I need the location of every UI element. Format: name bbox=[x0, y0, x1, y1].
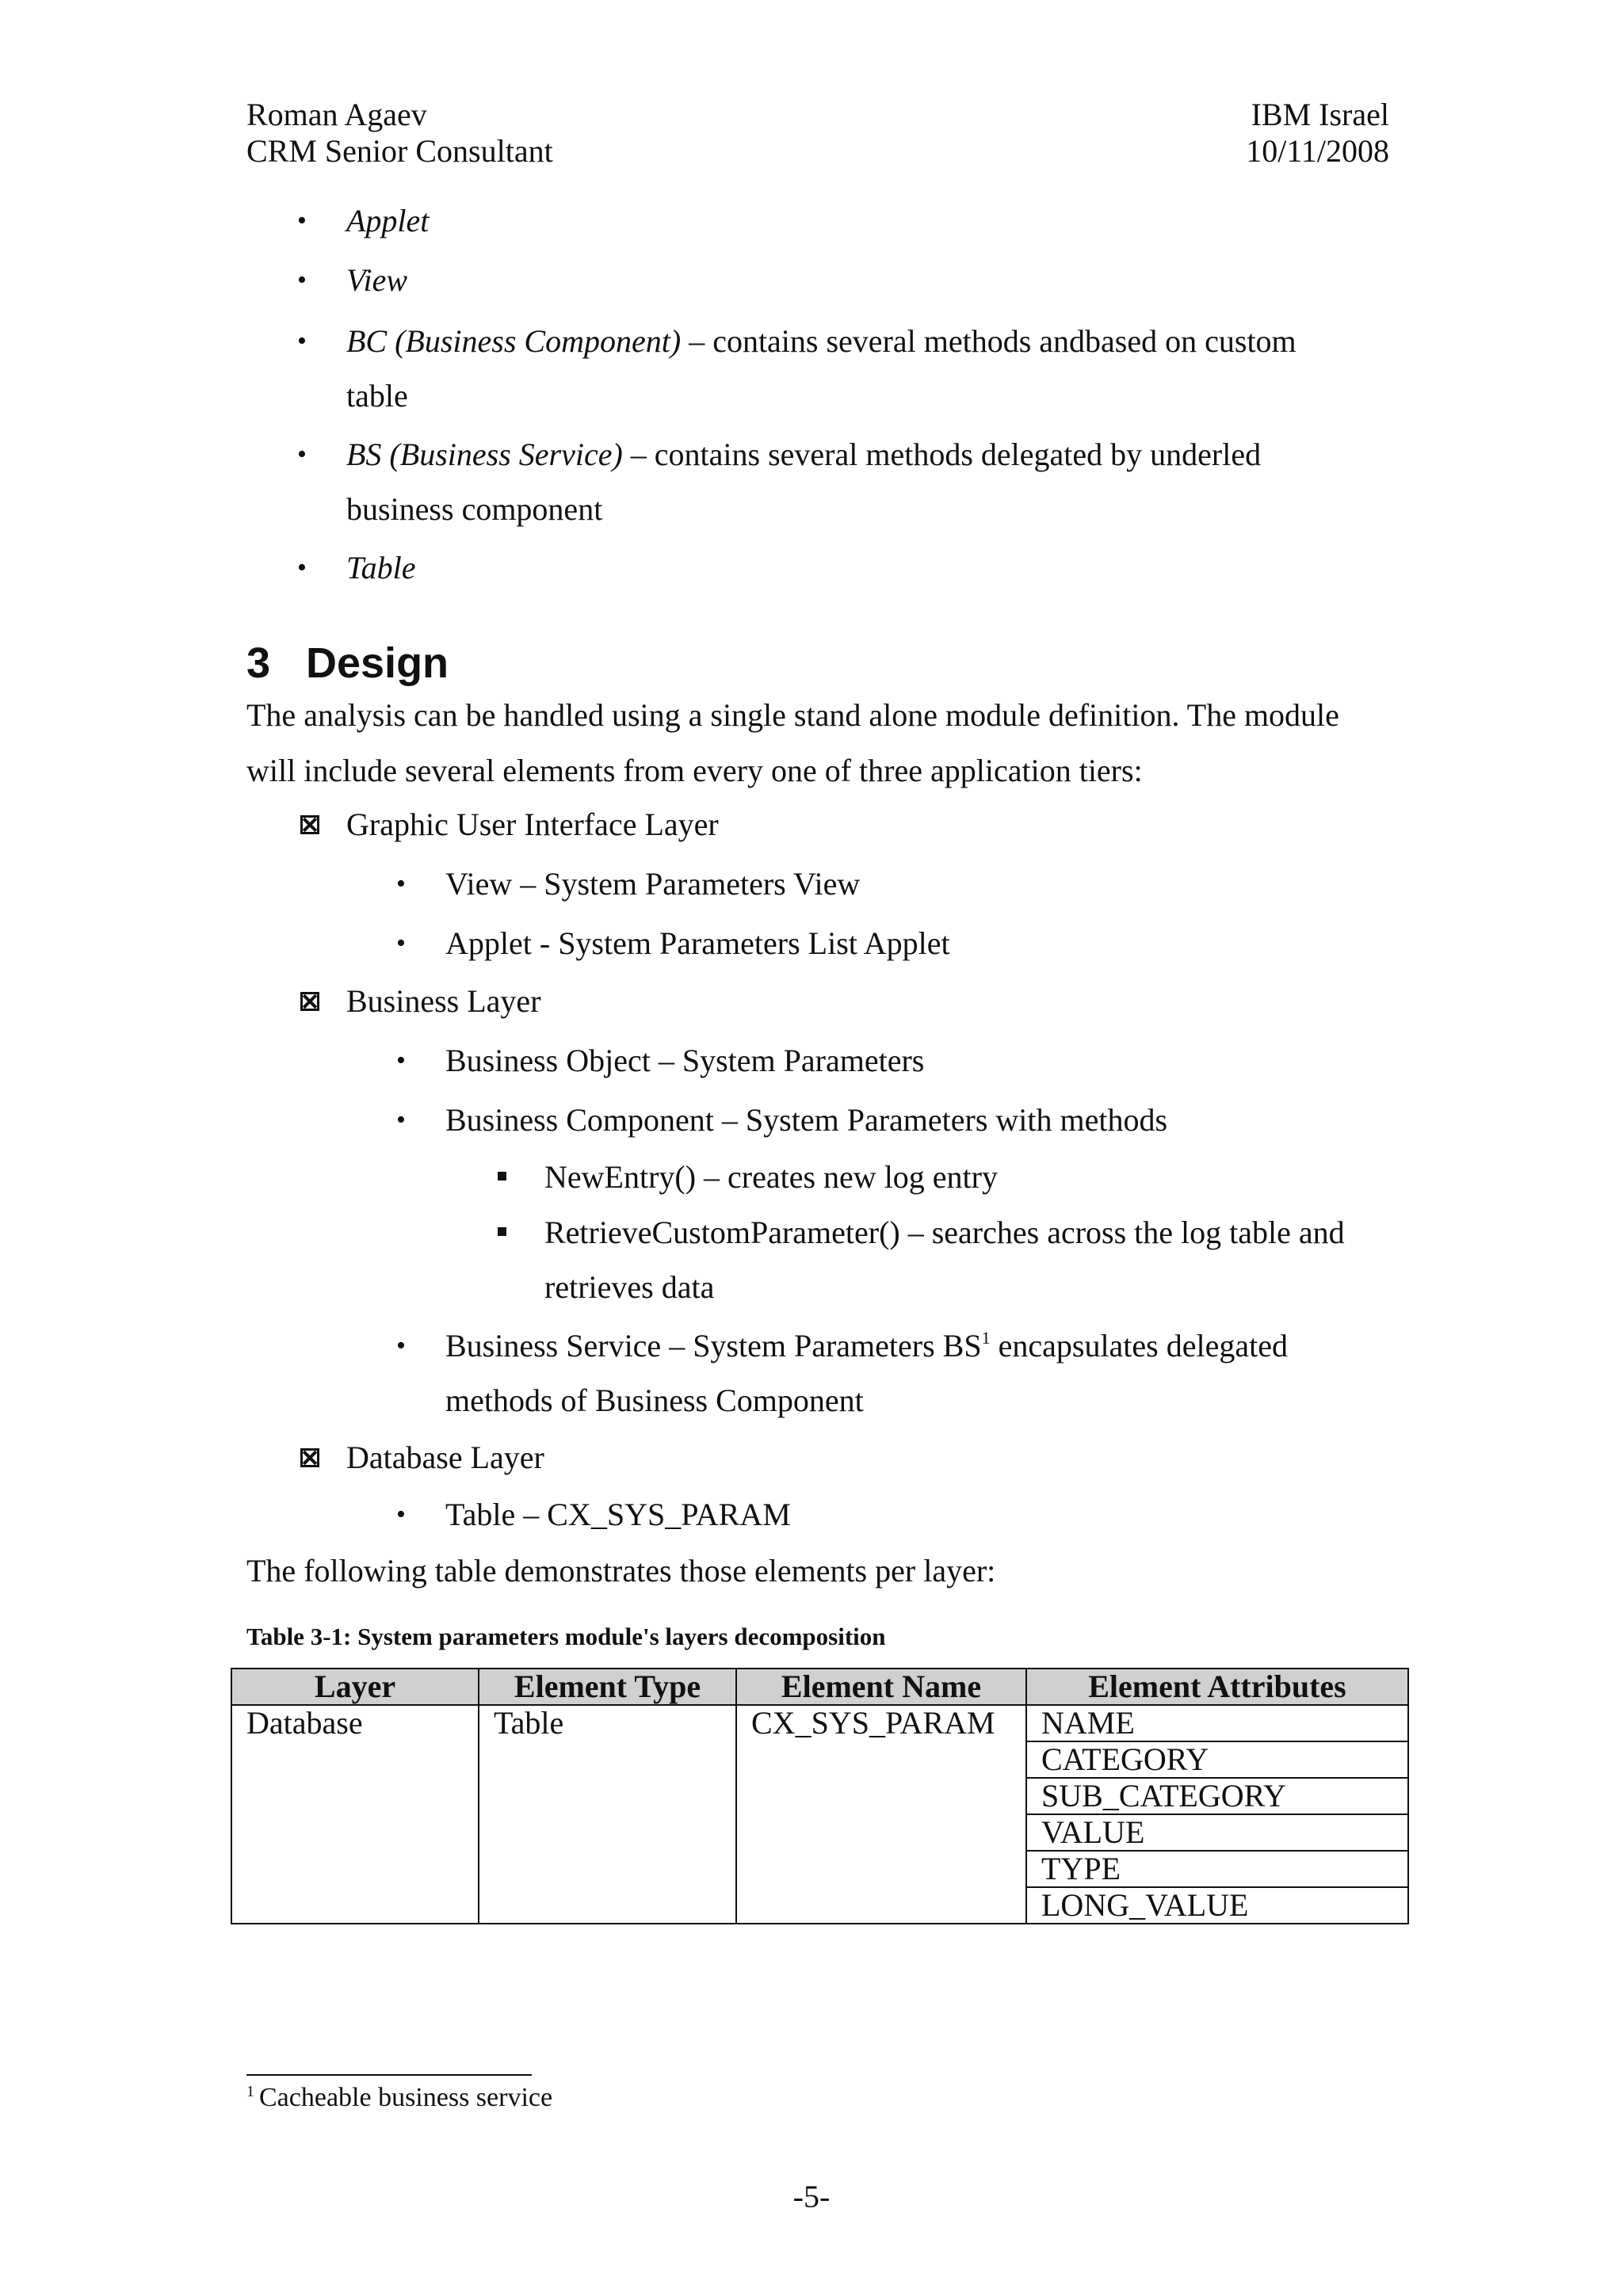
author-role: CRM Senior Consultant bbox=[246, 133, 553, 169]
footnote-text: Cacheable business service bbox=[259, 2083, 553, 2112]
bullet-icon: • bbox=[396, 869, 406, 898]
paragraph-line: will include several elements from every one of three application tiers: bbox=[246, 753, 1143, 788]
footnote-reference[interactable]: 1 bbox=[981, 1328, 991, 1348]
column-header-element-attributes: Element Attributes bbox=[1026, 1669, 1408, 1705]
bullet-icon: • bbox=[297, 206, 307, 235]
footnote-separator bbox=[246, 2074, 532, 2076]
list-item-applet: Applet bbox=[346, 203, 430, 238]
paragraph-line: The analysis can be handled using a single stand alone module definition. The module bbox=[246, 697, 1339, 733]
column-header-layer: Layer bbox=[231, 1669, 479, 1705]
list-item-view: View bbox=[346, 262, 408, 298]
checked-box-icon bbox=[300, 1448, 319, 1467]
bs-text-b: encapsulates delegated bbox=[990, 1328, 1288, 1363]
bs-description: – contains several methods delegated by underled bbox=[622, 437, 1262, 472]
cell-attribute: NAME bbox=[1026, 1705, 1408, 1741]
gui-applet-item: Applet - System Parameters List Applet bbox=[445, 925, 950, 961]
bc-description: – contains several methods andbased on custom bbox=[681, 323, 1296, 359]
business-service-continued: methods of Business Component bbox=[445, 1383, 864, 1418]
business-service-item bbox=[445, 1328, 1288, 1369]
layer-business: Business Layer bbox=[346, 983, 541, 1019]
footnote-mark: 1 bbox=[246, 2083, 254, 2100]
layer-gui: Graphic User Interface Layer bbox=[346, 807, 719, 842]
cell-layer: Database bbox=[231, 1705, 479, 1924]
method-new-entry: NewEntry() – creates new log entry bbox=[544, 1159, 998, 1195]
column-header-element-type: Element Type bbox=[479, 1669, 736, 1705]
list-item-bs bbox=[346, 437, 1261, 473]
bullet-icon: • bbox=[396, 1500, 406, 1529]
cell-element-name: CX_SYS_PARAM bbox=[736, 1705, 1026, 1924]
bullet-icon: • bbox=[297, 440, 307, 469]
table-intro-text: The following table demonstrates those elements per layer: bbox=[246, 1553, 996, 1589]
table-caption: Table 3-1: System parameters module's layers decomposition bbox=[246, 1623, 886, 1650]
section-heading bbox=[246, 639, 449, 688]
bullet-icon: • bbox=[297, 553, 307, 582]
cell-attribute: CATEGORY bbox=[1026, 1741, 1408, 1778]
bullet-icon: • bbox=[396, 1331, 406, 1360]
bullet-icon: • bbox=[396, 1105, 406, 1135]
method-retrieve: RetrieveCustomParameter() – searches across the log table and bbox=[544, 1215, 1345, 1250]
business-object-item: Business Object – System Parameters bbox=[445, 1043, 925, 1078]
cell-attribute: SUB_CATEGORY bbox=[1026, 1778, 1408, 1814]
method-retrieve-continued: retrieves data bbox=[544, 1269, 715, 1305]
checked-box-icon bbox=[300, 815, 319, 834]
table-header-row bbox=[231, 1669, 1408, 1705]
bc-description-continued: table bbox=[346, 378, 408, 414]
header-left bbox=[246, 97, 553, 170]
cell-attribute: LONG_VALUE bbox=[1026, 1887, 1408, 1924]
bullet-icon: • bbox=[297, 265, 307, 295]
business-component-item: Business Component – System Parameters with methods bbox=[445, 1102, 1168, 1138]
list-item-table: Table bbox=[346, 550, 416, 585]
bc-term: BC (Business Component) bbox=[346, 323, 682, 359]
company-name: IBM Israel bbox=[1251, 97, 1389, 132]
table-row bbox=[231, 1705, 1408, 1741]
layer-database: Database Layer bbox=[346, 1440, 544, 1475]
bs-term: BS (Business Service) bbox=[346, 437, 623, 472]
layers-table bbox=[231, 1668, 1409, 1924]
cell-element-type: Table bbox=[479, 1705, 736, 1924]
bs-text-a: Business Service – System Parameters BS bbox=[445, 1328, 982, 1363]
column-header-element-name: Element Name bbox=[736, 1669, 1026, 1705]
author-name: Roman Agaev bbox=[246, 97, 427, 132]
gui-view-item: View – System Parameters View bbox=[445, 866, 861, 902]
bullet-icon: • bbox=[396, 1046, 406, 1075]
footnote bbox=[246, 2081, 552, 2118]
list-item-bc bbox=[346, 323, 1296, 360]
section-number: 3 bbox=[246, 639, 271, 687]
cell-attribute: TYPE bbox=[1026, 1851, 1408, 1887]
bs-description-continued: business component bbox=[346, 491, 603, 527]
bullet-icon: • bbox=[396, 929, 406, 958]
square-bullet-icon bbox=[498, 1227, 506, 1236]
cell-attribute: VALUE bbox=[1026, 1814, 1408, 1851]
document-date: 10/11/2008 bbox=[1246, 133, 1389, 169]
header-right bbox=[1246, 97, 1389, 170]
page-number: -5- bbox=[792, 2179, 831, 2214]
section-title: Design bbox=[306, 639, 449, 687]
square-bullet-icon bbox=[498, 1172, 506, 1180]
database-table-item: Table – CX_SYS_PARAM bbox=[445, 1497, 791, 1532]
bullet-icon: • bbox=[297, 326, 307, 356]
checked-box-icon bbox=[300, 992, 319, 1011]
